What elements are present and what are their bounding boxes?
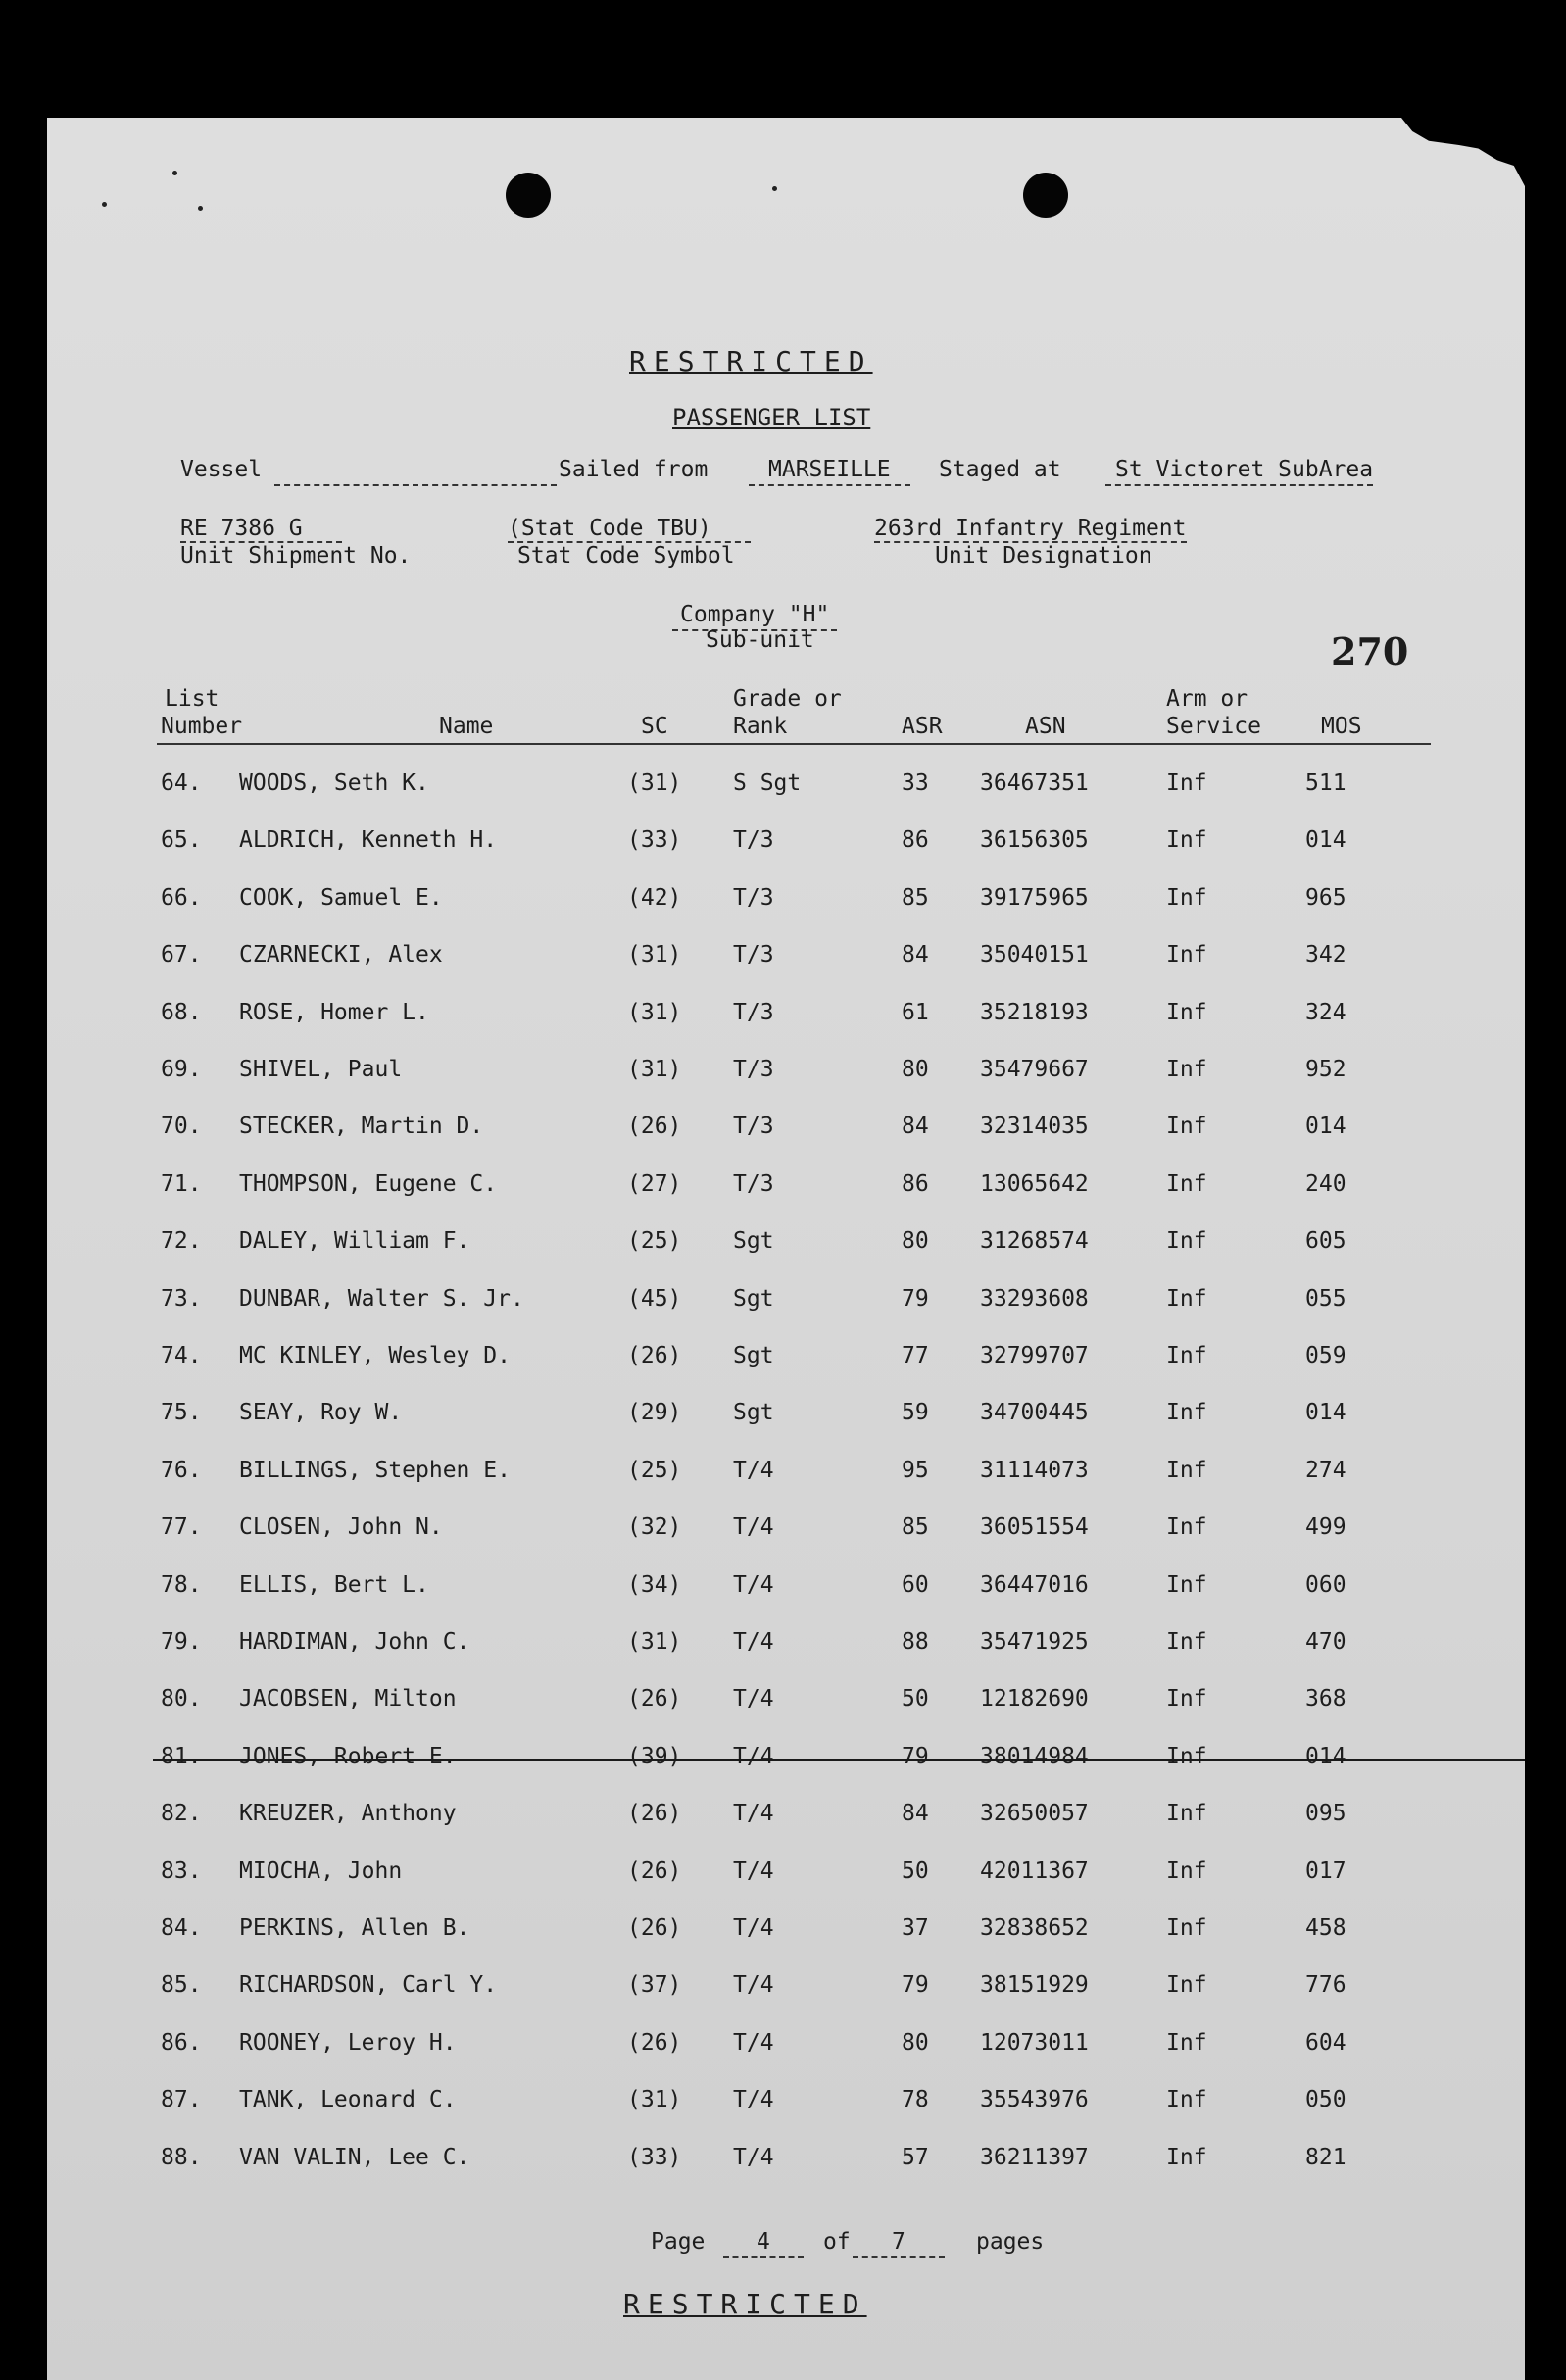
cell-name: CLOSEN, John N.: [239, 1514, 443, 1540]
cell-asn: 36051554: [980, 1514, 1089, 1540]
cell-sc: (26): [627, 2030, 682, 2056]
cell-name: JONES, Robert E.: [239, 1744, 457, 1769]
cell-name: MC KINLEY, Wesley D.: [239, 1343, 511, 1368]
cell-grade: Sgt: [733, 1343, 774, 1368]
col-arm-1: Arm or: [1166, 686, 1248, 712]
sub-unit-label: Sub-unit: [706, 627, 814, 653]
cell-grade: T/3: [733, 1114, 774, 1139]
cell-mos: 342: [1305, 942, 1346, 967]
table-row: [47, 1057, 1525, 1096]
cell-asn: 32314035: [980, 1114, 1089, 1139]
cell-asn: 13065642: [980, 1171, 1089, 1197]
cell-sc: (27): [627, 1171, 682, 1197]
cell-no: 73.: [161, 1286, 202, 1312]
torn-corner: [1388, 118, 1525, 186]
cell-arm: Inf: [1166, 1114, 1207, 1139]
cell-arm: Inf: [1166, 1859, 1207, 1884]
cell-grade: T/3: [733, 1057, 774, 1082]
cell-mos: 776: [1305, 1972, 1346, 1998]
cell-mos: 499: [1305, 1514, 1346, 1540]
cell-asr: 86: [902, 827, 929, 853]
table-row: [47, 1629, 1525, 1668]
strikethrough-line: [153, 1759, 1525, 1761]
cell-arm: Inf: [1166, 827, 1207, 853]
cell-sc: (26): [627, 1801, 682, 1826]
cell-no: 83.: [161, 1859, 202, 1884]
cell-no: 79.: [161, 1629, 202, 1655]
col-mos: MOS: [1321, 714, 1362, 739]
unit-shipment-value: RE 7386 G: [180, 516, 342, 543]
cell-no: 80.: [161, 1686, 202, 1711]
table-row: [47, 2030, 1525, 2069]
cell-no: 77.: [161, 1514, 202, 1540]
cell-no: 64.: [161, 770, 202, 796]
cell-asr: 80: [902, 2030, 929, 2056]
cell-name: THOMPSON, Eugene C.: [239, 1171, 498, 1197]
cell-mos: 324: [1305, 1000, 1346, 1025]
cell-asr: 50: [902, 1859, 929, 1884]
cell-mos: 050: [1305, 2087, 1346, 2112]
cell-name: JACOBSEN, Milton: [239, 1686, 457, 1711]
cell-no: 72.: [161, 1228, 202, 1254]
table-row: [47, 1859, 1525, 1898]
footer-of-label: of: [823, 2229, 851, 2255]
cell-asn: 32650057: [980, 1801, 1089, 1826]
header-title: RESTRICTED: [629, 345, 873, 377]
cell-mos: 017: [1305, 1859, 1346, 1884]
stat-code-label: Stat Code Symbol: [517, 543, 735, 569]
cell-sc: (33): [627, 2145, 682, 2170]
cell-arm: Inf: [1166, 2087, 1207, 2112]
cell-asr: 84: [902, 1801, 929, 1826]
vessel-blank: [274, 484, 557, 486]
cell-arm: Inf: [1166, 885, 1207, 911]
cell-mos: 458: [1305, 1915, 1346, 1941]
cell-arm: Inf: [1166, 1171, 1207, 1197]
cell-mos: 952: [1305, 1057, 1346, 1082]
cell-asr: 77: [902, 1343, 929, 1368]
cell-mos: 014: [1305, 1744, 1346, 1769]
cell-no: 76.: [161, 1458, 202, 1483]
cell-grade: T/4: [733, 1686, 774, 1711]
col-sc: SC: [641, 714, 668, 739]
table-row: [47, 1801, 1525, 1840]
cell-sc: (25): [627, 1458, 682, 1483]
cell-arm: Inf: [1166, 1000, 1207, 1025]
cell-mos: 368: [1305, 1686, 1346, 1711]
unit-shipment-label: Unit Shipment No.: [180, 543, 412, 569]
cell-name: DALEY, William F.: [239, 1228, 470, 1254]
cell-name: ALDRICH, Kenneth H.: [239, 827, 498, 853]
cell-asn: 32838652: [980, 1915, 1089, 1941]
cell-grade: T/4: [733, 1458, 774, 1483]
cell-asn: 36467351: [980, 770, 1089, 796]
col-name: Name: [439, 714, 494, 739]
table-row: [47, 1228, 1525, 1267]
cell-mos: 240: [1305, 1171, 1346, 1197]
cell-arm: Inf: [1166, 1686, 1207, 1711]
cell-asr: 85: [902, 885, 929, 911]
cell-mos: 014: [1305, 1400, 1346, 1425]
cell-no: 67.: [161, 942, 202, 967]
punch-hole-right: [1023, 173, 1068, 218]
table-row: [47, 1686, 1525, 1725]
cell-asn: 42011367: [980, 1859, 1089, 1884]
col-list-number-1: List: [165, 686, 220, 712]
table-row: [47, 1915, 1525, 1955]
cell-name: SHIVEL, Paul: [239, 1057, 403, 1082]
cell-asn: 36156305: [980, 827, 1089, 853]
sailed-from-label: Sailed from: [559, 457, 709, 482]
cell-arm: Inf: [1166, 1801, 1207, 1826]
table-row: [47, 1514, 1525, 1554]
cell-asn: 12182690: [980, 1686, 1089, 1711]
cell-grade: Sgt: [733, 1400, 774, 1425]
cell-sc: (25): [627, 1228, 682, 1254]
speck: [172, 171, 177, 175]
cell-no: 78.: [161, 1572, 202, 1598]
cell-grade: T/4: [733, 1572, 774, 1598]
col-grade-1: Grade or: [733, 686, 842, 712]
cell-sc: (45): [627, 1286, 682, 1312]
cell-no: 68.: [161, 1000, 202, 1025]
cell-arm: Inf: [1166, 1400, 1207, 1425]
cell-no: 65.: [161, 827, 202, 853]
table-row: [47, 1171, 1525, 1211]
cell-asr: 95: [902, 1458, 929, 1483]
cell-name: STECKER, Martin D.: [239, 1114, 484, 1139]
cell-arm: Inf: [1166, 942, 1207, 967]
cell-arm: Inf: [1166, 1228, 1207, 1254]
cell-name: COOK, Samuel E.: [239, 885, 443, 911]
cell-sc: (33): [627, 827, 682, 853]
cell-arm: Inf: [1166, 2145, 1207, 2170]
cell-mos: 470: [1305, 1629, 1346, 1655]
cell-arm: Inf: [1166, 1915, 1207, 1941]
cell-asn: 35479667: [980, 1057, 1089, 1082]
cell-sc: (31): [627, 1629, 682, 1655]
cell-arm: Inf: [1166, 1343, 1207, 1368]
cell-name: VAN VALIN, Lee C.: [239, 2145, 470, 2170]
cell-asr: 84: [902, 942, 929, 967]
cell-asr: 80: [902, 1228, 929, 1254]
staged-at-label: Staged at: [939, 457, 1061, 482]
table-row: [47, 1286, 1525, 1325]
header-rule: [157, 743, 1431, 745]
sub-unit-value: Company "H": [672, 602, 837, 631]
cell-mos: 060: [1305, 1572, 1346, 1598]
cell-asn: 33293608: [980, 1286, 1089, 1312]
cell-name: HARDIMAN, John C.: [239, 1629, 470, 1655]
cell-mos: 604: [1305, 2030, 1346, 2056]
cell-asn: 31268574: [980, 1228, 1089, 1254]
cell-sc: (26): [627, 1915, 682, 1941]
cell-name: KREUZER, Anthony: [239, 1801, 457, 1826]
cell-grade: Sgt: [733, 1286, 774, 1312]
cell-asr: 85: [902, 1514, 929, 1540]
cell-asr: 57: [902, 2145, 929, 2170]
cell-no: 69.: [161, 1057, 202, 1082]
cell-name: BILLINGS, Stephen E.: [239, 1458, 511, 1483]
cell-no: 84.: [161, 1915, 202, 1941]
cell-asr: 78: [902, 2087, 929, 2112]
cell-arm: Inf: [1166, 1458, 1207, 1483]
col-list-number-2: Number: [161, 714, 243, 739]
speck: [772, 186, 777, 191]
cell-grade: T/4: [733, 1859, 774, 1884]
cell-arm: Inf: [1166, 1057, 1207, 1082]
cell-sc: (26): [627, 1859, 682, 1884]
cell-grade: T/4: [733, 1629, 774, 1655]
cell-asr: 84: [902, 1114, 929, 1139]
cell-asr: 88: [902, 1629, 929, 1655]
cell-no: 87.: [161, 2087, 202, 2112]
table-row: [47, 1343, 1525, 1382]
cell-grade: T/4: [733, 2087, 774, 2112]
cell-asr: 86: [902, 1171, 929, 1197]
table-row: [47, 1458, 1525, 1497]
cell-asr: 61: [902, 1000, 929, 1025]
table-row: [47, 770, 1525, 810]
cell-asn: 35040151: [980, 942, 1089, 967]
cell-asr: 80: [902, 1057, 929, 1082]
cell-no: 81.: [161, 1744, 202, 1769]
cell-arm: Inf: [1166, 1629, 1207, 1655]
cell-asr: 50: [902, 1686, 929, 1711]
cell-arm: Inf: [1166, 1572, 1207, 1598]
cell-grade: T/3: [733, 942, 774, 967]
cell-sc: (26): [627, 1686, 682, 1711]
cell-mos: 014: [1305, 1114, 1346, 1139]
cell-asn: 35218193: [980, 1000, 1089, 1025]
cell-name: SEAY, Roy W.: [239, 1400, 403, 1425]
cell-asn: 35543976: [980, 2087, 1089, 2112]
cell-sc: (32): [627, 1514, 682, 1540]
document-page: [47, 118, 1525, 2380]
stat-code-value: (Stat Code TBU): [508, 516, 751, 543]
cell-asn: 38151929: [980, 1972, 1089, 1998]
table-row: [47, 1572, 1525, 1611]
footer-page-label: Page: [651, 2229, 706, 2255]
cell-arm: Inf: [1166, 1286, 1207, 1312]
cell-sc: (31): [627, 942, 682, 967]
cell-grade: T/3: [733, 827, 774, 853]
cell-asr: 79: [902, 1972, 929, 1998]
cell-grade: T/4: [733, 2145, 774, 2170]
cell-sc: (26): [627, 1343, 682, 1368]
cell-grade: T/4: [733, 1801, 774, 1826]
cell-mos: 014: [1305, 827, 1346, 853]
cell-sc: (29): [627, 1400, 682, 1425]
cell-name: CZARNECKI, Alex: [239, 942, 443, 967]
cell-mos: 511: [1305, 770, 1346, 796]
cell-grade: T/4: [733, 1915, 774, 1941]
cell-sc: (37): [627, 1972, 682, 1998]
stamp-number: 270: [1331, 629, 1409, 673]
table-row: [47, 1000, 1525, 1039]
cell-grade: T/4: [733, 2030, 774, 2056]
cell-mos: 059: [1305, 1343, 1346, 1368]
cell-name: ELLIS, Bert L.: [239, 1572, 429, 1598]
cell-asn: 32799707: [980, 1343, 1089, 1368]
cell-grade: T/3: [733, 1171, 774, 1197]
sailed-from-value: MARSEILLE: [749, 457, 910, 486]
footer-page-number: 4: [723, 2229, 804, 2258]
cell-mos: 055: [1305, 1286, 1346, 1312]
cell-asn: 38014984: [980, 1744, 1089, 1769]
cell-grade: Sgt: [733, 1228, 774, 1254]
cell-no: 71.: [161, 1171, 202, 1197]
cell-name: RICHARDSON, Carl Y.: [239, 1972, 498, 1998]
cell-no: 85.: [161, 1972, 202, 1998]
table-row: [47, 827, 1525, 867]
cell-mos: 821: [1305, 2145, 1346, 2170]
cell-no: 86.: [161, 2030, 202, 2056]
cell-grade: S Sgt: [733, 770, 802, 796]
col-asn: ASN: [1025, 714, 1066, 739]
table-row: [47, 1400, 1525, 1439]
cell-mos: 095: [1305, 1801, 1346, 1826]
cell-no: 74.: [161, 1343, 202, 1368]
cell-asn: 35471925: [980, 1629, 1089, 1655]
cell-no: 75.: [161, 1400, 202, 1425]
cell-grade: T/3: [733, 885, 774, 911]
punch-hole-left: [506, 173, 551, 218]
cell-name: PERKINS, Allen B.: [239, 1915, 470, 1941]
cell-mos: 605: [1305, 1228, 1346, 1254]
cell-asn: 34700445: [980, 1400, 1089, 1425]
cell-sc: (31): [627, 770, 682, 796]
cell-asr: 33: [902, 770, 929, 796]
cell-grade: T/3: [733, 1000, 774, 1025]
footer-restricted: RESTRICTED: [623, 2288, 867, 2320]
speck: [198, 206, 203, 211]
cell-asn: 12073011: [980, 2030, 1089, 2056]
table-row: [47, 1972, 1525, 2011]
table-row: [47, 942, 1525, 981]
footer-total-pages: 7: [853, 2229, 945, 2258]
footer-pages-label: pages: [976, 2229, 1045, 2255]
cell-sc: (31): [627, 1057, 682, 1082]
cell-sc: (31): [627, 1000, 682, 1025]
col-asr: ASR: [902, 714, 943, 739]
cell-arm: Inf: [1166, 770, 1207, 796]
cell-name: ROSE, Homer L.: [239, 1000, 429, 1025]
cell-arm: Inf: [1166, 1744, 1207, 1769]
table-row: [47, 1744, 1525, 1783]
staged-at-value: St Victoret SubArea: [1105, 457, 1373, 486]
cell-name: WOODS, Seth K.: [239, 770, 429, 796]
cell-asn: 36447016: [980, 1572, 1089, 1598]
cell-name: TANK, Leonard C.: [239, 2087, 457, 2112]
cell-arm: Inf: [1166, 1514, 1207, 1540]
table-row: [47, 885, 1525, 924]
table-row: [47, 2087, 1525, 2126]
unit-designation-value: 263rd Infantry Regiment: [874, 516, 1187, 541]
cell-mos: 965: [1305, 885, 1346, 911]
cell-grade: T/4: [733, 1514, 774, 1540]
col-grade-2: Rank: [733, 714, 788, 739]
cell-mos: 274: [1305, 1458, 1346, 1483]
cell-name: MIOCHA, John: [239, 1859, 403, 1884]
cell-sc: (39): [627, 1744, 682, 1769]
cell-name: DUNBAR, Walter S. Jr.: [239, 1286, 524, 1312]
cell-arm: Inf: [1166, 2030, 1207, 2056]
cell-asr: 79: [902, 1286, 929, 1312]
cell-no: 70.: [161, 1114, 202, 1139]
unit-designation-label: Unit Designation: [935, 543, 1152, 569]
cell-no: 88.: [161, 2145, 202, 2170]
cell-grade: T/4: [733, 1744, 774, 1769]
cell-asr: 37: [902, 1915, 929, 1941]
speck: [102, 202, 107, 207]
cell-sc: (34): [627, 1572, 682, 1598]
table-row: [47, 1114, 1525, 1153]
cell-no: 66.: [161, 885, 202, 911]
vessel-label: Vessel: [180, 457, 263, 482]
cell-sc: (26): [627, 1114, 682, 1139]
col-arm-2: Service: [1166, 714, 1261, 739]
cell-grade: T/4: [733, 1972, 774, 1998]
cell-asn: 36211397: [980, 2145, 1089, 2170]
cell-name: ROONEY, Leroy H.: [239, 2030, 457, 2056]
cell-no: 82.: [161, 1801, 202, 1826]
cell-sc: (31): [627, 2087, 682, 2112]
table-row: [47, 2145, 1525, 2184]
cell-asn: 39175965: [980, 885, 1089, 911]
cell-sc: (42): [627, 885, 682, 911]
cell-asn: 31114073: [980, 1458, 1089, 1483]
cell-asr: 79: [902, 1744, 929, 1769]
header-subtitle: PASSENGER LIST: [672, 404, 871, 431]
cell-asr: 60: [902, 1572, 929, 1598]
cell-arm: Inf: [1166, 1972, 1207, 1998]
cell-asr: 59: [902, 1400, 929, 1425]
